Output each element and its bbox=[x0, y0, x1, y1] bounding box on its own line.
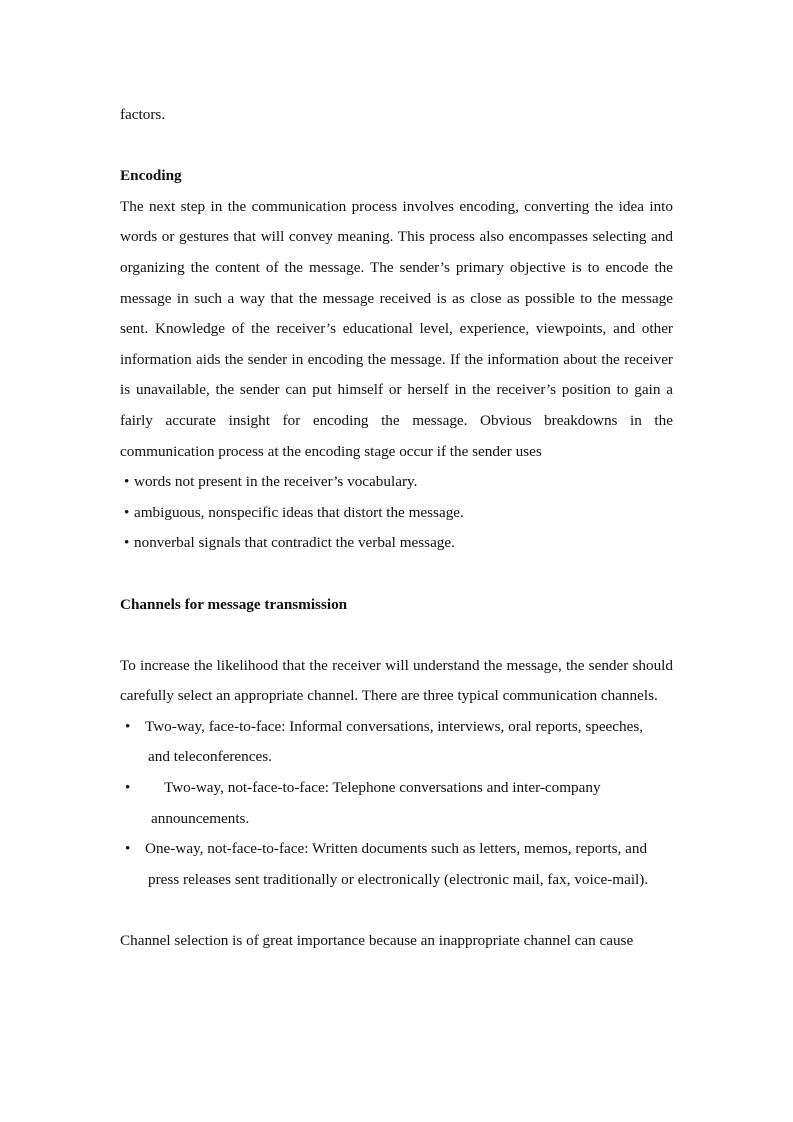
bullet-icon: • bbox=[125, 840, 131, 858]
list-item-text: nonverbal signals that contradict the verbal message. bbox=[134, 534, 455, 552]
list-item-first-line: Two-way, not-face-to-face: Telephone conversations and inter-company bbox=[164, 779, 601, 797]
bullet-icon: • bbox=[124, 534, 130, 552]
spacer bbox=[120, 131, 673, 162]
list-item-continuation: press releases sent traditionally or electronically (electronic mail, fax, voice-mail). bbox=[148, 870, 649, 888]
list-item bbox=[120, 498, 673, 529]
channels-heading: Channels for message transmission bbox=[120, 595, 348, 613]
bullet-icon: • bbox=[125, 717, 131, 735]
spacer bbox=[120, 559, 673, 590]
list-item-first-line: One-way, not-face-to-face: Written documents such as letters, memos, reports, and bbox=[145, 840, 648, 858]
spacer bbox=[120, 620, 673, 651]
list-item bbox=[120, 834, 673, 895]
list-item-text: ambiguous, nonspecific ideas that distort the message. bbox=[134, 503, 464, 521]
list-item bbox=[120, 467, 673, 498]
channels-paragraph: To increase the likelihood that the receiver will understand the message, the sender should carefully select an appropriate channel. There are three typical communication channels. bbox=[120, 656, 673, 705]
document-page bbox=[120, 100, 673, 957]
encoding-bullet-list bbox=[120, 467, 673, 559]
spacer bbox=[120, 895, 673, 926]
encoding-heading: Encoding bbox=[120, 167, 182, 185]
list-item bbox=[120, 528, 673, 559]
list-item-text: words not present in the receiver’s vocabulary. bbox=[134, 473, 418, 491]
encoding-paragraph: The next step in the communication process involves encoding, converting the idea into words or gestures that will convey meaning. This process also encompasses selecting and organizing the content of the message. The sender’s primary objective is to encode the message in such a way that the message received is as close as possible to the message sent. Knowledge of the receiver’s educational level, experience, viewpoints, and other information aids the sender in encoding the message. If the information about the receiver is unavailable, the sender can put himself or herself in the receiver’s position to gain a fairly accurate insight for encoding the message. Obvious breakdowns in the communication process at the encoding stage occur if the sender uses bbox=[120, 197, 673, 460]
channels-bullet-list bbox=[120, 712, 673, 896]
list-item-continuation: announcements. bbox=[151, 809, 250, 827]
bullet-icon: • bbox=[125, 779, 131, 797]
list-item bbox=[120, 712, 673, 773]
bullet-icon: • bbox=[124, 503, 130, 521]
bullet-icon: • bbox=[124, 473, 130, 491]
list-item-first-line: Two-way, face-to-face: Informal conversations, interviews, oral reports, speeches, bbox=[145, 717, 644, 735]
intro-fragment: factors. bbox=[120, 106, 166, 123]
list-item-continuation: and teleconferences. bbox=[148, 748, 272, 766]
closing-fragment: Channel selection is of great importance because an inappropriate channel can cause bbox=[120, 932, 634, 950]
list-item bbox=[120, 773, 673, 834]
